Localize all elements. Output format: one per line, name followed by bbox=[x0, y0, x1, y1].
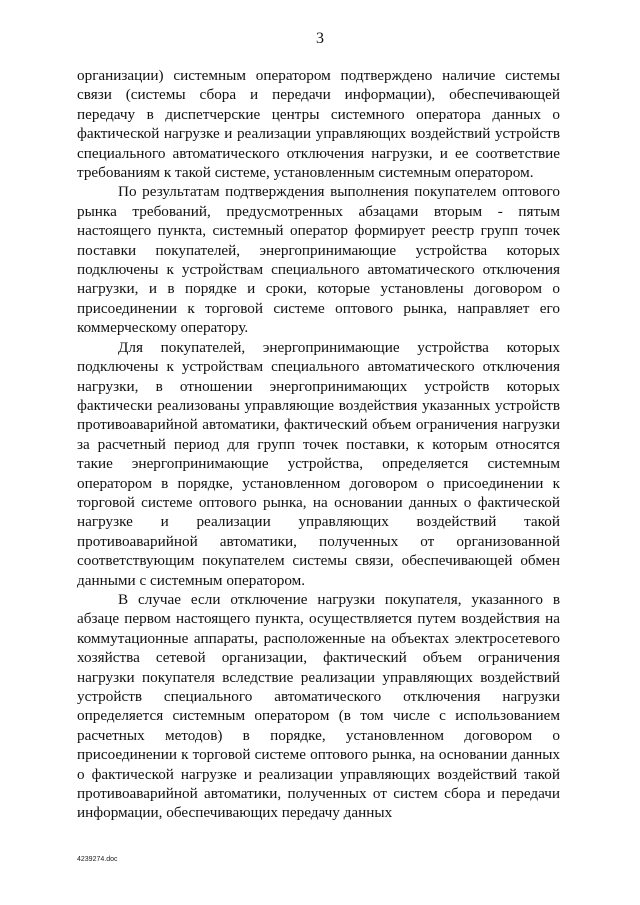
document-body bbox=[77, 66, 560, 823]
footer-file-code: 4239274.doc bbox=[77, 856, 118, 863]
page-number: 3 bbox=[316, 30, 324, 47]
paragraph-buyers-load-limit: Для покупателей, энергопринимающие устройства которых подключены к устройствам специального автоматического отключения нагрузки, в отношении энергопринимающих устройств которых фактически реализованы управляющие воздействия указанных устройств противоаварийной автоматики, фактический объем ограничения нагрузки за расчетный период для групп точек поставки, к которым относятся такие энергопринимающие устройства, определяется системным оператором в порядке, установленном договором о присоединении к торговой системе оптового рынка, на основании данных о фактической нагрузке и реализации управляющих воздействий такой противоаварийной автоматики, полученных от организованной соответствующим покупателем системы связи, обеспечивающей обмен данными с системным оператором. bbox=[77, 338, 560, 589]
paragraph-registry: По результатам подтверждения выполнения покупателем оптового рынка требований, предусмотренных абзацами вторым - пятым настоящего пункта, системный оператор формирует реестр групп точек поставки покупателей, энергопринимающие устройства которых подключены к устройствам специального автоматического отключения нагрузки, и в порядке и сроки, которые установлены договором о присоединении к торговой системе оптового рынка, направляет его коммерческому оператору. bbox=[77, 183, 560, 337]
paragraph-continuation: организации) системным оператором подтверждено наличие системы связи (системы сбора и передачи информации), обеспечивающей передачу в диспетчерские центры системного оператора данных о фактической нагрузке и реализации управляющих воздействий устройств специального автоматического отключения нагрузки, и ее соответствие требованиям к такой системе, установленным системным оператором. bbox=[77, 67, 560, 182]
paragraph-disconnection-case: В случае если отключение нагрузки покупателя, указанного в абзаце первом настоящего пункта, осуществляется путем воздействия на коммутационные аппараты, расположенные на объектах электросетевого хозяйства сетевой организации, фактический объем ограничения нагрузки покупателя вследствие реализации управляющих воздействий устройств специального автоматического отключения нагрузки определяется системным оператором (в том числе с использованием расчетных методов) в порядке, установленном договором о присоединении к торговой системе оптового рынка, на основании данных о фактической нагрузке и реализации управляющих воздействий такой противоаварийной автоматики, полученных от систем сбора и передачи информации, обеспечивающих передачу данных bbox=[77, 590, 560, 822]
